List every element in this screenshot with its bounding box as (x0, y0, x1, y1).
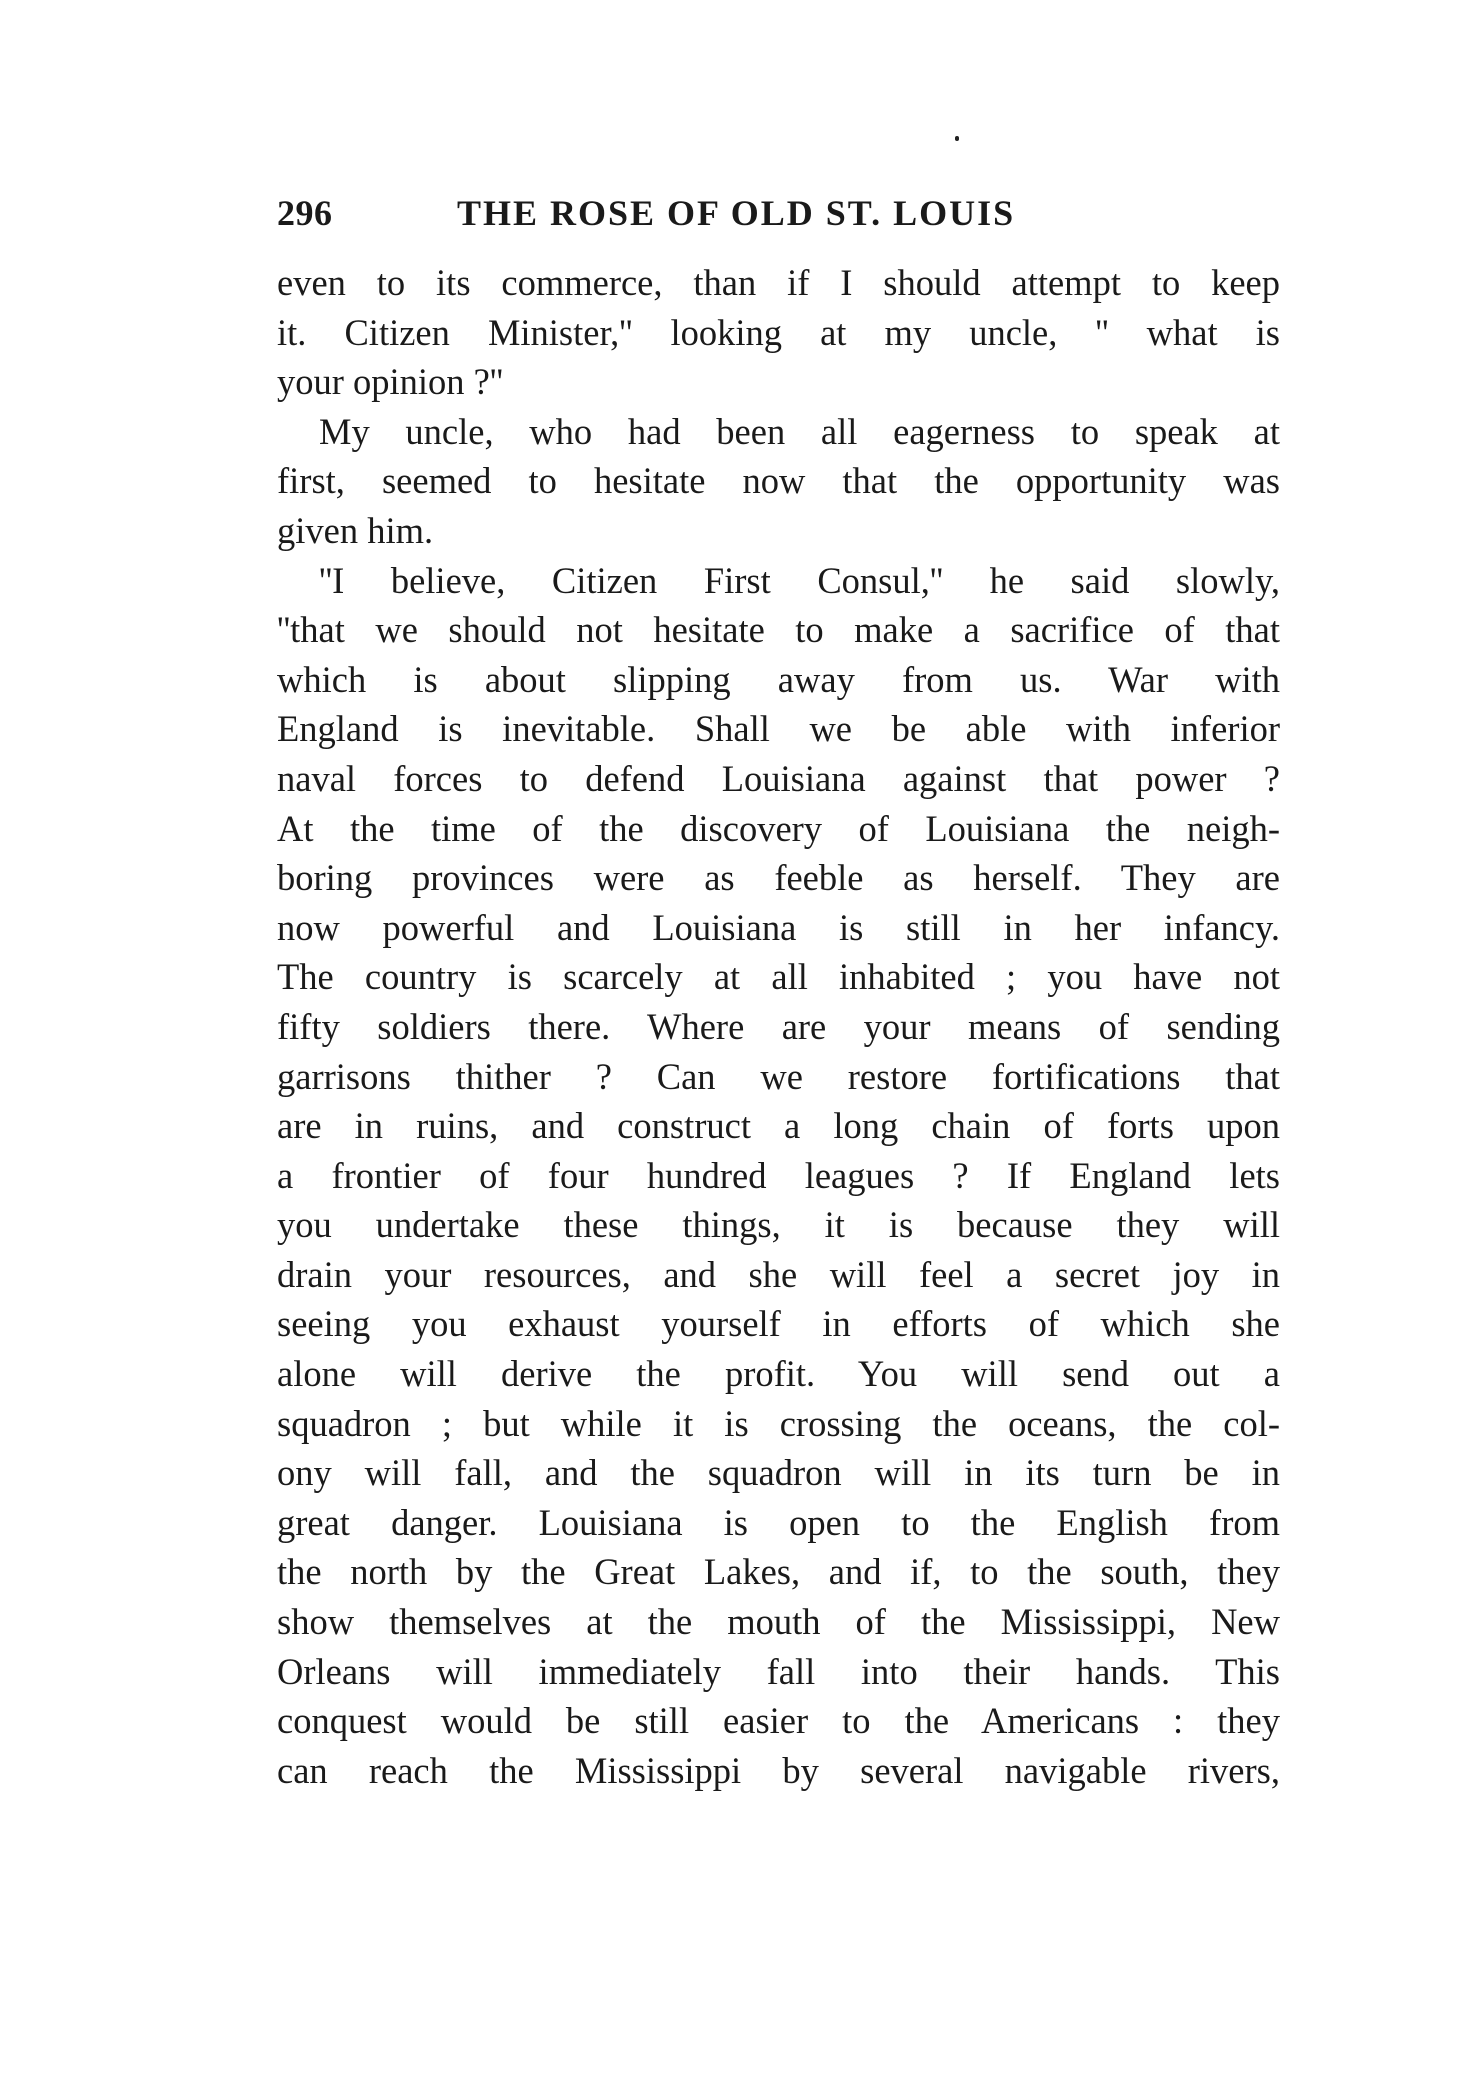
body-text (277, 258, 1280, 1795)
text-line: given him. (277, 509, 434, 551)
text-line: first, seemed to hesitate now that the opportunity was (277, 460, 1280, 502)
text-line: can reach the Mississippi by several navigable rivers, (277, 1749, 1280, 1791)
running-title: THE ROSE OF OLD ST. LOUIS (457, 193, 1016, 233)
text-line: Orleans will immediately fall into their hands. This (277, 1650, 1280, 1692)
text-line: ony will fall, and the squadron will in its turn be in (277, 1452, 1280, 1494)
text-line: fifty soldiers there. Where are your means of sending (277, 1005, 1280, 1047)
text-line: it. Citizen Minister,'' looking at my uncle, '' what is (277, 311, 1280, 353)
text-line: naval forces to defend Louisiana against that power ? (277, 757, 1280, 799)
text-line: seeing you exhaust yourself in efforts of which she (277, 1303, 1280, 1345)
text-line: drain your resources, and she will feel a secret joy in (277, 1253, 1280, 1295)
text-line: ''I believe, Citizen First Consul,'' he said slowly, (319, 559, 1280, 601)
text-line: garrisons thither ? Can we restore fortifications that (277, 1055, 1280, 1097)
text-line: The country is scarcely at all inhabited ; you have not (277, 956, 1280, 998)
text-line: a frontier of four hundred leagues ? If England lets (277, 1154, 1280, 1196)
ink-speck (955, 136, 959, 141)
text-line: squadron ; but while it is crossing the oceans, the col- (277, 1402, 1280, 1444)
text-line: even to its commerce, than if I should attempt to keep (277, 262, 1280, 303)
text-line: the north by the Great Lakes, and if, to the south, they (277, 1551, 1280, 1593)
page-number: 296 (277, 193, 333, 233)
text-line: you undertake these things, it is because they will (277, 1204, 1280, 1246)
text-line: boring provinces were as feeble as herself. They are (277, 857, 1280, 899)
text-line: great danger. Louisiana is open to the English from (277, 1501, 1280, 1543)
text-line: England is inevitable. Shall we be able with inferior (277, 708, 1280, 750)
text-line: now powerful and Louisiana is still in her infancy. (277, 906, 1280, 948)
text-line: your opinion ?'' (277, 361, 504, 403)
text-line: My uncle, who had been all eagerness to speak at (319, 410, 1280, 452)
text-line: conquest would be still easier to the Americans : they (277, 1700, 1280, 1742)
text-line: are in ruins, and construct a long chain of forts upon (277, 1105, 1280, 1147)
text-line: which is about slipping away from us. War with (277, 658, 1280, 700)
text-line: ''that we should not hesitate to make a sacrifice of that (277, 609, 1280, 651)
text-line: alone will derive the profit. You will send out a (277, 1353, 1280, 1395)
text-line: At the time of the discovery of Louisiana the neigh- (277, 807, 1280, 849)
page-header (277, 192, 1280, 242)
text-line: show themselves at the mouth of the Mississippi, New (277, 1601, 1280, 1643)
